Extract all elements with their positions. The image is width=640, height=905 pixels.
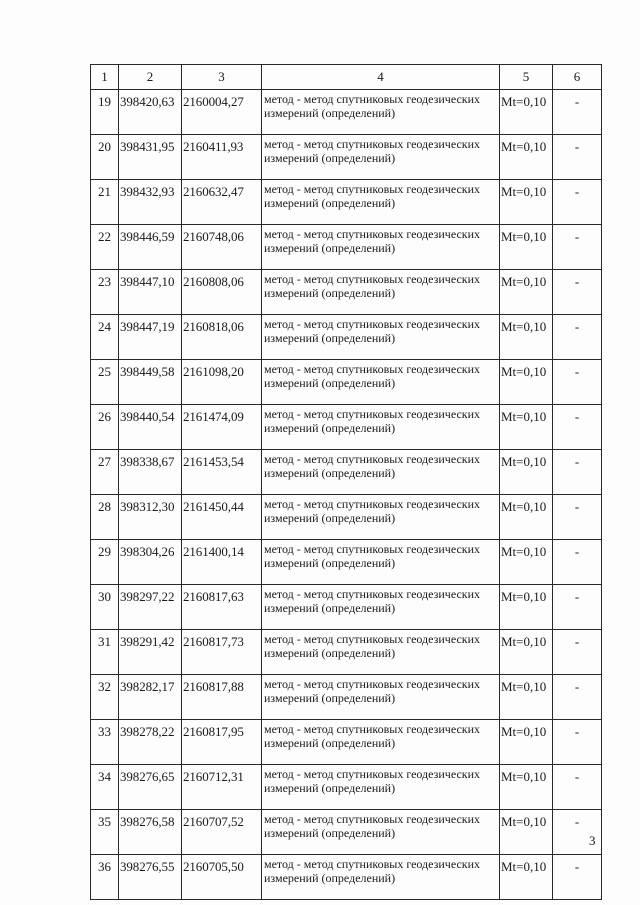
accuracy-cell: Mt=0,10 [500,90,553,135]
coordinates-table [90,64,602,900]
x-coordinate-cell: 398297,22 [119,585,182,630]
x-coordinate-cell: 398431,95 [119,135,182,180]
table-row [91,135,602,180]
header-col-4: 4 [262,65,500,90]
point-number-cell: 36 [91,855,119,900]
y-coordinate-cell: 2160817,88 [182,675,262,720]
x-coordinate-cell: 398446,59 [119,225,182,270]
point-number-cell: 27 [91,450,119,495]
y-coordinate-cell: 2160004,27 [182,90,262,135]
table-row [91,450,602,495]
method-cell: метод - метод спутниковых геодезических измерений (определений) [262,810,500,855]
accuracy-cell: Mt=0,10 [500,495,553,540]
y-coordinate-cell: 2161474,09 [182,405,262,450]
method-cell: метод - метод спутниковых геодезических измерений (определений) [262,405,500,450]
point-number-cell: 28 [91,495,119,540]
table-row [91,630,602,675]
col6-cell: - [553,405,602,450]
table-row [91,720,602,765]
accuracy-cell: Mt=0,10 [500,315,553,360]
accuracy-cell: Mt=0,10 [500,720,553,765]
point-number-cell: 21 [91,180,119,225]
col6-cell: - [553,675,602,720]
y-coordinate-cell: 2160707,52 [182,810,262,855]
point-number-cell: 29 [91,540,119,585]
x-coordinate-cell: 398338,67 [119,450,182,495]
accuracy-cell: Mt=0,10 [500,675,553,720]
table-body [91,90,602,900]
method-cell: метод - метод спутниковых геодезических измерений (определений) [262,585,500,630]
point-number-cell: 34 [91,765,119,810]
col6-cell: - [553,855,602,900]
y-coordinate-cell: 2160817,63 [182,585,262,630]
col6-cell: - [553,180,602,225]
col6-cell: - [553,585,602,630]
table-row [91,495,602,540]
method-cell: метод - метод спутниковых геодезических измерений (определений) [262,450,500,495]
x-coordinate-cell: 398449,58 [119,360,182,405]
table-row [91,810,602,855]
point-number-cell: 33 [91,720,119,765]
x-coordinate-cell: 398304,26 [119,540,182,585]
y-coordinate-cell: 2160817,95 [182,720,262,765]
point-number-cell: 25 [91,360,119,405]
method-cell: метод - метод спутниковых геодезических измерений (определений) [262,315,500,360]
method-cell: метод - метод спутниковых геодезических измерений (определений) [262,855,500,900]
col6-cell: - [553,495,602,540]
accuracy-cell: Mt=0,10 [500,225,553,270]
accuracy-cell: Mt=0,10 [500,270,553,315]
method-cell: метод - метод спутниковых геодезических измерений (определений) [262,135,500,180]
col6-cell: - [553,540,602,585]
point-number-cell: 24 [91,315,119,360]
method-cell: метод - метод спутниковых геодезических измерений (определений) [262,765,500,810]
col6-cell: - [553,225,602,270]
table-row [91,675,602,720]
accuracy-cell: Mt=0,10 [500,135,553,180]
col6-cell: - [553,315,602,360]
header-col-5: 5 [500,65,553,90]
table-row [91,90,602,135]
accuracy-cell: Mt=0,10 [500,540,553,585]
header-col-6: 6 [553,65,602,90]
accuracy-cell: Mt=0,10 [500,450,553,495]
header-col-1: 1 [91,65,119,90]
header-col-3: 3 [182,65,262,90]
header-col-2: 2 [119,65,182,90]
method-cell: метод - метод спутниковых геодезических измерений (определений) [262,720,500,765]
method-cell: метод - метод спутниковых геодезических измерений (определений) [262,630,500,675]
col6-cell: - [553,720,602,765]
point-number-cell: 20 [91,135,119,180]
table-row [91,765,602,810]
method-cell: метод - метод спутниковых геодезических измерений (определений) [262,360,500,405]
y-coordinate-cell: 2161450,44 [182,495,262,540]
y-coordinate-cell: 2160748,06 [182,225,262,270]
table-row [91,855,602,900]
y-coordinate-cell: 2160632,47 [182,180,262,225]
table-row [91,270,602,315]
method-cell: метод - метод спутниковых геодезических измерений (определений) [262,675,500,720]
point-number-cell: 31 [91,630,119,675]
accuracy-cell: Mt=0,10 [500,585,553,630]
col6-cell: - [553,810,602,855]
point-number-cell: 35 [91,810,119,855]
col6-cell: - [553,450,602,495]
point-number-cell: 23 [91,270,119,315]
x-coordinate-cell: 398276,55 [119,855,182,900]
method-cell: метод - метод спутниковых геодезических измерений (определений) [262,270,500,315]
col6-cell: - [553,270,602,315]
accuracy-cell: Mt=0,10 [500,405,553,450]
col6-cell: - [553,90,602,135]
y-coordinate-cell: 2160808,06 [182,270,262,315]
x-coordinate-cell: 398276,58 [119,810,182,855]
method-cell: метод - метод спутниковых геодезических измерений (определений) [262,90,500,135]
x-coordinate-cell: 398420,63 [119,90,182,135]
accuracy-cell: Mt=0,10 [500,765,553,810]
method-cell: метод - метод спутниковых геодезических измерений (определений) [262,180,500,225]
table-row [91,315,602,360]
x-coordinate-cell: 398440,54 [119,405,182,450]
col6-cell: - [553,765,602,810]
table-row [91,540,602,585]
x-coordinate-cell: 398282,17 [119,675,182,720]
y-coordinate-cell: 2161098,20 [182,360,262,405]
y-coordinate-cell: 2161400,14 [182,540,262,585]
x-coordinate-cell: 398291,42 [119,630,182,675]
page-number: 3 [589,833,596,848]
col6-cell: - [553,135,602,180]
y-coordinate-cell: 2160712,31 [182,765,262,810]
col6-cell: - [553,360,602,405]
accuracy-cell: Mt=0,10 [500,855,553,900]
x-coordinate-cell: 398312,30 [119,495,182,540]
accuracy-cell: Mt=0,10 [500,360,553,405]
x-coordinate-cell: 398432,93 [119,180,182,225]
x-coordinate-cell: 398447,10 [119,270,182,315]
table-row [91,180,602,225]
point-number-cell: 22 [91,225,119,270]
point-number-cell: 32 [91,675,119,720]
x-coordinate-cell: 398276,65 [119,765,182,810]
col6-cell: - [553,630,602,675]
x-coordinate-cell: 398447,19 [119,315,182,360]
point-number-cell: 19 [91,90,119,135]
point-number-cell: 26 [91,405,119,450]
table-row [91,405,602,450]
y-coordinate-cell: 2160411,93 [182,135,262,180]
y-coordinate-cell: 2160818,06 [182,315,262,360]
method-cell: метод - метод спутниковых геодезических измерений (определений) [262,540,500,585]
y-coordinate-cell: 2160705,50 [182,855,262,900]
y-coordinate-cell: 2160817,73 [182,630,262,675]
method-cell: метод - метод спутниковых геодезических измерений (определений) [262,495,500,540]
y-coordinate-cell: 2161453,54 [182,450,262,495]
table-header-row [91,65,602,90]
x-coordinate-cell: 398278,22 [119,720,182,765]
table-row [91,225,602,270]
table-row [91,360,602,405]
accuracy-cell: Mt=0,10 [500,810,553,855]
method-cell: метод - метод спутниковых геодезических измерений (определений) [262,225,500,270]
point-number-cell: 30 [91,585,119,630]
accuracy-cell: Mt=0,10 [500,180,553,225]
accuracy-cell: Mt=0,10 [500,630,553,675]
table-row [91,585,602,630]
